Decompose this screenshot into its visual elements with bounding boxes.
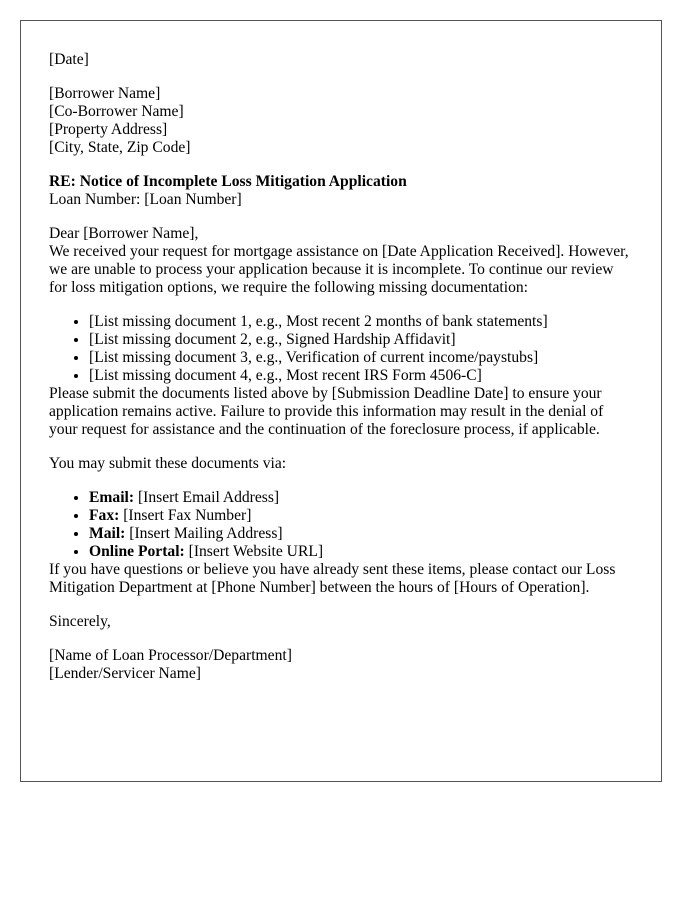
closing: Sincerely, [49,613,111,630]
method-label: Email: [89,489,135,506]
contact-paragraph: If you have questions or believe you have already sent these items, please contact our Loss Mitigation Department at [Phone Number] between the hours of [Hours of Operation]. [49,561,616,596]
method-label: Fax: [89,507,120,524]
submission-online-portal [89,543,632,561]
loan-number: Loan Number: [Loan Number] [49,191,242,208]
property-address: [Property Address] [49,121,168,138]
submission-email [89,489,632,507]
list-item: • [List missing document 3, e.g., Verification of current income/paystubs] [89,349,632,367]
method-value: [Insert Fax Number] [123,507,252,524]
submission-mail [89,525,632,543]
submit-intro: You may submit these documents via: [49,455,287,472]
salutation: Dear [Borrower Name], [49,225,199,242]
subject-line: RE: Notice of Incomplete Loss Mitigation Application [49,173,407,190]
missing-documents-list [49,313,632,385]
method-value: [Insert Mailing Address] [129,525,283,542]
recipient-block [49,85,632,157]
list-item: • [List missing document 1, e.g., Most recent 2 months of bank statements] [89,313,632,331]
letter-page [20,20,662,782]
method-value: [Insert Website URL] [188,543,324,560]
deadline-paragraph: Please submit the documents listed above by [Submission Deadline Date] to ensure your application remains active. Failure to provide this information may result in the denial of your request for assistance and the continuation of the foreclosure process, if applicable. [49,385,604,438]
borrower-name: [Borrower Name] [49,85,161,102]
co-borrower-name: [Co-Borrower Name] [49,103,184,120]
processor-name: [Name of Loan Processor/Department] [49,647,292,664]
method-label: Online Portal: [89,543,185,560]
submission-methods-list [49,489,632,561]
letter-date: [Date] [49,51,89,68]
signature-block [49,647,632,683]
method-value: [Insert Email Address] [137,489,280,506]
intro-paragraph: We received your request for mortgage assistance on [Date Application Received]. However, we are unable to process your application because it is incomplete. To continue our review for loss mitigation options, we require the following missing documentation: [49,243,629,296]
lender-name: [Lender/Servicer Name] [49,665,201,682]
list-item: • [List missing document 2, e.g., Signed Hardship Affidavit] [89,331,632,349]
subject-block [49,173,632,209]
list-item: • [List missing document 4, e.g., Most recent IRS Form 4506-C] [89,367,632,385]
method-label: Mail: [89,525,126,542]
city-state-zip: [City, State, Zip Code] [49,139,191,156]
submission-fax [89,507,632,525]
